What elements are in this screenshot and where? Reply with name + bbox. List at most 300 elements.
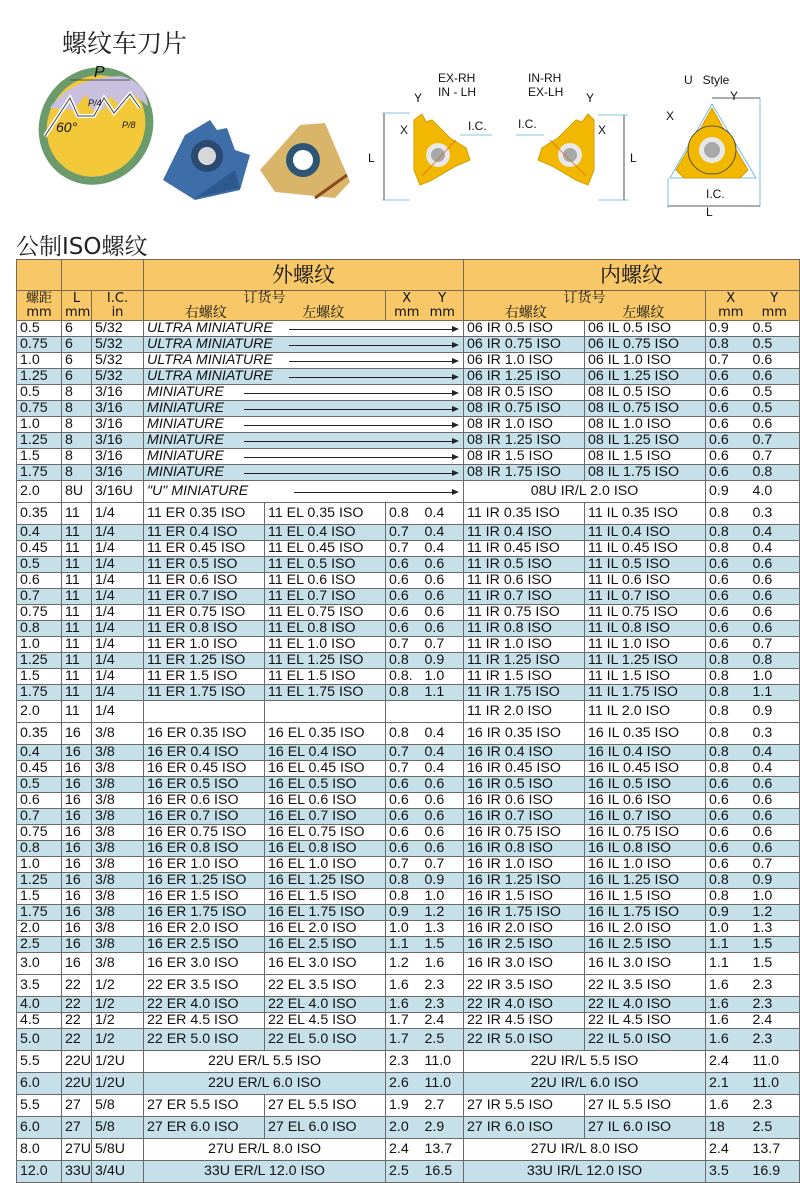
int-left-code: 16 IL 0.7 ISO (585, 809, 706, 825)
table-row (17, 701, 800, 723)
int-left-code: 16 IL 1.25 ISO (585, 873, 706, 889)
ext-y-value: 0.6 (424, 604, 445, 620)
int-right-code: 11 IR 2.0 ISO (464, 701, 585, 723)
ext-x-value: 0.6 (389, 776, 409, 792)
l-cell: 16 (62, 723, 92, 745)
ic-cell: 1/4 (92, 589, 144, 605)
int-x-value: 0.6 (709, 856, 729, 872)
int-x-value: 2.1 (709, 1075, 729, 1091)
ext-x-value: 0.8 (389, 888, 409, 904)
table-row (17, 541, 800, 557)
ic-cell: 1/2 (92, 975, 144, 997)
ext-left-code: 22 EL 4.0 ISO (265, 997, 386, 1013)
l-cell: 11 (62, 653, 92, 669)
arrow-icon (244, 441, 453, 442)
ext-xy-cell (386, 905, 464, 921)
int-right-code: 22 IR 4.5 ISO (464, 1013, 585, 1029)
ext-x-value: 0.6 (389, 588, 409, 604)
ext-left-code: 11 EL 0.45 ISO (265, 541, 386, 557)
pitch-cell: 5.0 (17, 1029, 62, 1051)
int-x-value: 0.6 (709, 808, 729, 824)
int-left-code: 11 IL 0.75 ISO (585, 605, 706, 621)
int-xy-cell (706, 541, 800, 557)
table-row (17, 1117, 800, 1139)
table-row (17, 385, 800, 401)
int-left-code: 22 IL 5.0 ISO (585, 1029, 706, 1051)
int-y-value: 1.0 (752, 668, 773, 684)
int-y-value: 1.2 (752, 904, 773, 920)
table-row (17, 605, 800, 621)
int-x-value: 0.7 (709, 352, 729, 368)
int-left-hand-header: 左螺纹 (622, 305, 665, 321)
int-right-code: 16 IR 0.5 ISO (464, 777, 585, 793)
miniature-note: MINIATURE (144, 401, 464, 417)
l-cell: 6 (62, 321, 92, 337)
int-x-value: 0.6 (709, 556, 729, 572)
pitch-cell: 0.8 (17, 841, 62, 857)
ext-y-value: 1.3 (424, 920, 445, 936)
ext-right-code: 16 ER 0.8 ISO (144, 841, 265, 857)
int-xy-cell (706, 873, 800, 889)
table-row (17, 557, 800, 573)
table-row (17, 369, 800, 385)
ic-cell: 1/2U (92, 1051, 144, 1073)
int-y-value: 1.5 (752, 955, 773, 971)
ic-cell: 5/32 (92, 337, 144, 353)
ic-cell: 1/4 (92, 573, 144, 589)
ext-xy-cell (386, 761, 464, 777)
int-right-code: 22 IR 5.0 ISO (464, 1029, 585, 1051)
miniature-note: MINIATURE (144, 385, 464, 401)
int-y-value: 4.0 (752, 483, 773, 499)
l-cell: 11 (62, 685, 92, 701)
ic-cell: 5/8U (92, 1139, 144, 1161)
ext-y-value: 0.6 (424, 588, 445, 604)
l-cell: 11 (62, 557, 92, 573)
ext-xy-cell (386, 1161, 464, 1183)
iso-thread-insert-table (16, 259, 800, 1183)
int-right-code: 11 IR 1.25 ISO (464, 653, 585, 669)
int-x-value: 0.6 (709, 588, 729, 604)
int-x-value: 0.6 (709, 636, 729, 652)
ext-x-value: 1.9 (389, 1097, 409, 1113)
ic-cell: 3/16 (92, 417, 144, 433)
table-row (17, 889, 800, 905)
ex-lh-label: EX-LH (528, 85, 564, 99)
angle-label: 60° (56, 119, 78, 135)
int-right-code: 11 IR 1.0 ISO (464, 637, 585, 653)
ext-x-value: 0.7 (389, 540, 409, 556)
l-cell: 22 (62, 997, 92, 1013)
ext-y-value: 16.5 (424, 1163, 453, 1179)
int-right-code: 11 IR 0.5 ISO (464, 557, 585, 573)
int-xy-cell (706, 669, 800, 685)
int-x-value: 0.6 (709, 840, 729, 856)
ext-left-code: 22 EL 3.5 ISO (265, 975, 386, 997)
int-xy-cell (706, 1161, 800, 1183)
ext-y-value: 11.0 (424, 1075, 452, 1091)
int-left-code: 16 IL 0.5 ISO (585, 777, 706, 793)
pitch-cell: 5.5 (17, 1095, 62, 1117)
table-row (17, 465, 800, 481)
ext-y-value: 0.4 (424, 524, 445, 540)
ext-xy-cell (386, 889, 464, 905)
int-xy-cell (706, 1013, 800, 1029)
int-right-code: 06 IR 0.5 ISO (464, 321, 585, 337)
pitch-cell: 0.75 (17, 605, 62, 621)
ext-left-code: 16 EL 1.25 ISO (265, 873, 386, 889)
l-cell: 22U (62, 1073, 92, 1095)
int-left-code: 11 IL 0.35 ISO (585, 503, 706, 525)
ic-cell: 1/4 (92, 685, 144, 701)
l-cell: 11 (62, 669, 92, 685)
ext-x-value: 0.8 (389, 652, 409, 668)
l-cell: 8 (62, 401, 92, 417)
ext-y-value: 1.2 (424, 904, 445, 920)
int-xy-cell (706, 401, 800, 417)
pitch-cell: 8.0 (17, 1139, 62, 1161)
int-left-code: 16 IL 1.5 ISO (585, 889, 706, 905)
int-left-code: 06 IL 1.0 ISO (585, 353, 706, 369)
ext-x-value: 1.0 (389, 920, 409, 936)
int-xy-cell (706, 761, 800, 777)
l-cell: 8 (62, 385, 92, 401)
ic-cell: 3/8 (92, 937, 144, 953)
internal-thread-header: 内螺纹 (464, 260, 800, 291)
ext-xy-cell (386, 637, 464, 653)
int-xy-cell (706, 1095, 800, 1117)
int-order-code: 27U IR/L 8.0 ISO (464, 1139, 706, 1161)
int-x-value: 1.6 (709, 1097, 729, 1113)
int-x-value: 1.6 (709, 1031, 729, 1047)
int-x-value: 0.6 (709, 464, 729, 480)
l-cell: 22 (62, 1029, 92, 1051)
ext-right-code: 16 ER 3.0 ISO (144, 953, 265, 975)
int-right-code: 06 IR 1.25 ISO (464, 369, 585, 385)
int-left-code: 27 IL 5.5 ISO (585, 1095, 706, 1117)
int-left-code: 08 IL 0.75 ISO (585, 401, 706, 417)
ic-cell: 3/8 (92, 905, 144, 921)
ext-x-value: 0.7 (389, 636, 409, 652)
int-x-value: 1.1 (709, 936, 729, 952)
int-left-code: 16 IL 0.4 ISO (585, 745, 706, 761)
ext-right-code: 16 ER 2.0 ISO (144, 921, 265, 937)
ext-x-value: 1.6 (389, 996, 409, 1012)
l-cell: 16 (62, 825, 92, 841)
ext-right-code: 11 ER 1.5 ISO (144, 669, 265, 685)
table-row (17, 873, 800, 889)
ic-cell: 1/4 (92, 621, 144, 637)
int-left-code: 16 IL 1.75 ISO (585, 905, 706, 921)
table-row (17, 723, 800, 745)
table-row (17, 417, 800, 433)
ext-right-code (144, 701, 265, 723)
ext-left-code: 16 EL 0.8 ISO (265, 841, 386, 857)
miniature-note: ULTRA MINIATURE (144, 321, 464, 337)
ic-cell: 1/2 (92, 1013, 144, 1029)
ext-x-value: 0.6 (389, 572, 409, 588)
int-xy-cell (706, 503, 800, 525)
l-header: L mm (62, 291, 92, 321)
pitch-cell: 0.75 (17, 825, 62, 841)
p4-label: P/4 (88, 98, 102, 108)
int-y-value: 16.9 (752, 1163, 781, 1179)
table-row (17, 433, 800, 449)
int-xy-cell (706, 417, 800, 433)
miniature-note: ULTRA MINIATURE (144, 353, 464, 369)
ext-y-value: 0.6 (424, 620, 445, 636)
ext-xy-cell (386, 1013, 464, 1029)
ext-x-value: 0.7 (389, 744, 409, 760)
int-xy-cell (706, 975, 800, 997)
table-row (17, 1073, 800, 1095)
pitch-cell: 0.5 (17, 321, 62, 337)
ext-left-code: 16 EL 1.0 ISO (265, 857, 386, 873)
ext-y-value: 0.4 (424, 540, 445, 556)
int-x-value: 0.8 (709, 668, 729, 684)
ext-xy-cell (386, 937, 464, 953)
ext-left-code: 16 EL 2.0 ISO (265, 921, 386, 937)
int-x-value: 0.8 (709, 684, 729, 700)
pitch-cell: 0.45 (17, 541, 62, 557)
int-xy-cell (706, 685, 800, 701)
ic-cell: 3/8 (92, 889, 144, 905)
table-row (17, 401, 800, 417)
pitch-cell: 3.5 (17, 975, 62, 997)
ext-xy-cell (386, 503, 464, 525)
l-cell: 11 (62, 573, 92, 589)
ext-y-value: 0.4 (424, 744, 445, 760)
ext-right-code: 27 ER 5.5 ISO (144, 1095, 265, 1117)
ext-y-value: 1.0 (424, 668, 445, 684)
blue-insert-image (155, 110, 255, 205)
ext-x-value: 0.8. (389, 668, 413, 684)
ext-xy-cell (386, 653, 464, 669)
u-style-label: U Style (684, 73, 730, 87)
table-row (17, 337, 800, 353)
ext-order-header: 订货号 右螺纹 左螺纹 (144, 291, 386, 321)
ext-x-value: 2.4 (389, 1141, 409, 1157)
int-y-value: 0.6 (752, 604, 773, 620)
ext-right-code: 16 ER 0.6 ISO (144, 793, 265, 809)
table-row (17, 857, 800, 873)
int-right-code: 16 IR 0.4 ISO (464, 745, 585, 761)
int-xy-cell (706, 825, 800, 841)
ext-xy-cell (386, 589, 464, 605)
pitch-cell: 12.0 (17, 1161, 62, 1183)
int-xy-cell (706, 1051, 800, 1073)
pitch-cell: 1.5 (17, 669, 62, 685)
l-cell: 16 (62, 873, 92, 889)
int-y-value: 2.5 (752, 1119, 773, 1135)
arrow-icon (244, 409, 453, 410)
gold-insert-image (255, 120, 355, 205)
ext-left-code: 11 EL 0.8 ISO (265, 621, 386, 637)
int-y-value: 0.5 (752, 400, 773, 416)
table-row (17, 975, 800, 997)
table-row (17, 573, 800, 589)
ext-right-code: 11 ER 0.7 ISO (144, 589, 265, 605)
int-y-value: 1.3 (752, 920, 773, 936)
ext-right-code: 16 ER 1.25 ISO (144, 873, 265, 889)
int-left-code: 11 IL 1.75 ISO (585, 685, 706, 701)
ext-x-value: 0.6 (389, 620, 409, 636)
ic-dim-label: I.C. (518, 117, 537, 131)
int-y-value: 2.3 (752, 996, 773, 1012)
y-dim-label: Y (730, 89, 739, 103)
int-xy-cell (706, 889, 800, 905)
ic-cell: 5/8 (92, 1117, 144, 1139)
l-cell: 6 (62, 369, 92, 385)
table-row (17, 481, 800, 503)
ext-left-code: 11 EL 0.35 ISO (265, 503, 386, 525)
pitch-cell: 0.75 (17, 337, 62, 353)
pitch-cell: 1.25 (17, 369, 62, 385)
l-dim-label: L (706, 205, 713, 219)
int-xy-cell (706, 637, 800, 653)
ic-cell: 1/4 (92, 503, 144, 525)
int-left-code: 11 IL 0.45 ISO (585, 541, 706, 557)
l-cell: 16 (62, 841, 92, 857)
table-row (17, 761, 800, 777)
ext-x-value: 1.1 (389, 936, 409, 952)
pitch-cell: 0.5 (17, 557, 62, 573)
in-lh-label: IN - LH (438, 85, 477, 99)
ext-xy-cell (386, 841, 464, 857)
ic-cell: 1/4 (92, 653, 144, 669)
ext-right-code: 11 ER 0.35 ISO (144, 503, 265, 525)
int-y-value: 0.5 (752, 320, 773, 336)
pitch-cell: 6.0 (17, 1117, 62, 1139)
int-right-code: 22 IR 3.5 ISO (464, 975, 585, 997)
ic-cell: 1/4 (92, 541, 144, 557)
table-body (17, 321, 800, 1183)
ext-xy-cell (386, 621, 464, 637)
int-xy-cell (706, 1117, 800, 1139)
l-cell: 8 (62, 465, 92, 481)
int-xy-cell (706, 621, 800, 637)
ext-right-code: 16 ER 1.0 ISO (144, 857, 265, 873)
int-x-value: 1.6 (709, 977, 729, 993)
pitch-cell: 1.0 (17, 353, 62, 369)
int-y-value: 0.5 (752, 336, 773, 352)
ext-x-value: 1.6 (389, 977, 409, 993)
pitch-cell: 1.25 (17, 873, 62, 889)
int-y-value: 0.6 (752, 352, 773, 368)
table-row (17, 1161, 800, 1183)
thread-profile-diagram (30, 58, 165, 193)
l-cell: 16 (62, 953, 92, 975)
int-xy-cell (706, 745, 800, 761)
ext-left-code: 11 EL 0.4 ISO (265, 525, 386, 541)
pitch-cell: 1.0 (17, 417, 62, 433)
miniature-note: ULTRA MINIATURE (144, 337, 464, 353)
int-y-value: 0.7 (752, 448, 773, 464)
ext-x-value: 1.7 (389, 1031, 409, 1047)
pitch-cell: 1.75 (17, 465, 62, 481)
ext-xy-cell (386, 685, 464, 701)
ext-xy-cell (386, 1051, 464, 1073)
ext-right-code: 22 ER 4.5 ISO (144, 1013, 265, 1029)
ext-y-value: 1.6 (424, 955, 445, 971)
ext-xy-cell (386, 857, 464, 873)
pitch-cell: 1.5 (17, 449, 62, 465)
ext-xy-cell (386, 605, 464, 621)
int-right-code: 08 IR 1.0 ISO (464, 417, 585, 433)
int-right-code: 11 IR 0.45 ISO (464, 541, 585, 557)
pitch-cell: 2.0 (17, 701, 62, 723)
int-x-value: 0.6 (709, 824, 729, 840)
l-cell: 27 (62, 1117, 92, 1139)
table-row (17, 685, 800, 701)
ext-x-value: 0.6 (389, 556, 409, 572)
int-xy-cell (706, 353, 800, 369)
int-right-code: 11 IR 0.7 ISO (464, 589, 585, 605)
int-left-code: 08 IL 1.5 ISO (585, 449, 706, 465)
ext-left-code: 16 EL 3.0 ISO (265, 953, 386, 975)
int-right-code: 06 IR 0.75 ISO (464, 337, 585, 353)
in-rh-insert-diagram (510, 70, 640, 210)
ext-left-code: 11 EL 0.75 ISO (265, 605, 386, 621)
int-y-value: 2.3 (752, 1031, 773, 1047)
ic-header: I.C. in (92, 291, 144, 321)
int-y-value: 0.4 (752, 540, 773, 556)
int-xy-cell (706, 921, 800, 937)
table-row (17, 745, 800, 761)
table-row (17, 793, 800, 809)
int-left-code: 06 IL 0.5 ISO (585, 321, 706, 337)
ext-y-value: 1.1 (424, 684, 445, 700)
pitch-cell: 1.0 (17, 637, 62, 653)
header-row-1 (17, 260, 800, 291)
ext-right-code: 16 ER 0.75 ISO (144, 825, 265, 841)
l-cell: 33U (62, 1161, 92, 1183)
int-xy-cell (706, 385, 800, 401)
ext-x-value: 0.8 (389, 725, 409, 741)
l-cell: 22U (62, 1051, 92, 1073)
ic-cell: 3/8 (92, 841, 144, 857)
pitch-cell: 1.0 (17, 857, 62, 873)
miniature-note: "U" MINIATURE (144, 481, 464, 503)
int-x-value: 0.9 (709, 483, 729, 499)
ic-cell: 3/8 (92, 857, 144, 873)
ic-cell: 5/32 (92, 353, 144, 369)
pitch-cell: 1.5 (17, 889, 62, 905)
ic-cell: 3/16 (92, 385, 144, 401)
ext-right-code: 11 ER 0.45 ISO (144, 541, 265, 557)
int-right-code: 08 IR 1.75 ISO (464, 465, 585, 481)
int-right-code: 08 IR 1.25 ISO (464, 433, 585, 449)
arrow-icon (289, 329, 453, 330)
ext-y-value: 0.4 (424, 725, 445, 741)
pitch-cell: 0.35 (17, 503, 62, 525)
ext-left-code: 11 EL 1.0 ISO (265, 637, 386, 653)
ic-cell: 3/8 (92, 745, 144, 761)
table-row (17, 1095, 800, 1117)
l-cell: 22 (62, 975, 92, 997)
ext-xy-cell (386, 541, 464, 557)
ext-y-value: 0.4 (424, 505, 445, 521)
int-right-code: 16 IR 3.0 ISO (464, 953, 585, 975)
ic-cell: 1/4 (92, 701, 144, 723)
ext-left-code: 11 EL 1.25 ISO (265, 653, 386, 669)
int-left-code: 11 IL 0.5 ISO (585, 557, 706, 573)
ic-cell: 1/2 (92, 997, 144, 1013)
ic-cell: 3/16 (92, 449, 144, 465)
ext-right-code: 16 ER 1.75 ISO (144, 905, 265, 921)
arrow-icon (289, 377, 453, 378)
int-y-value: 0.3 (752, 725, 773, 741)
